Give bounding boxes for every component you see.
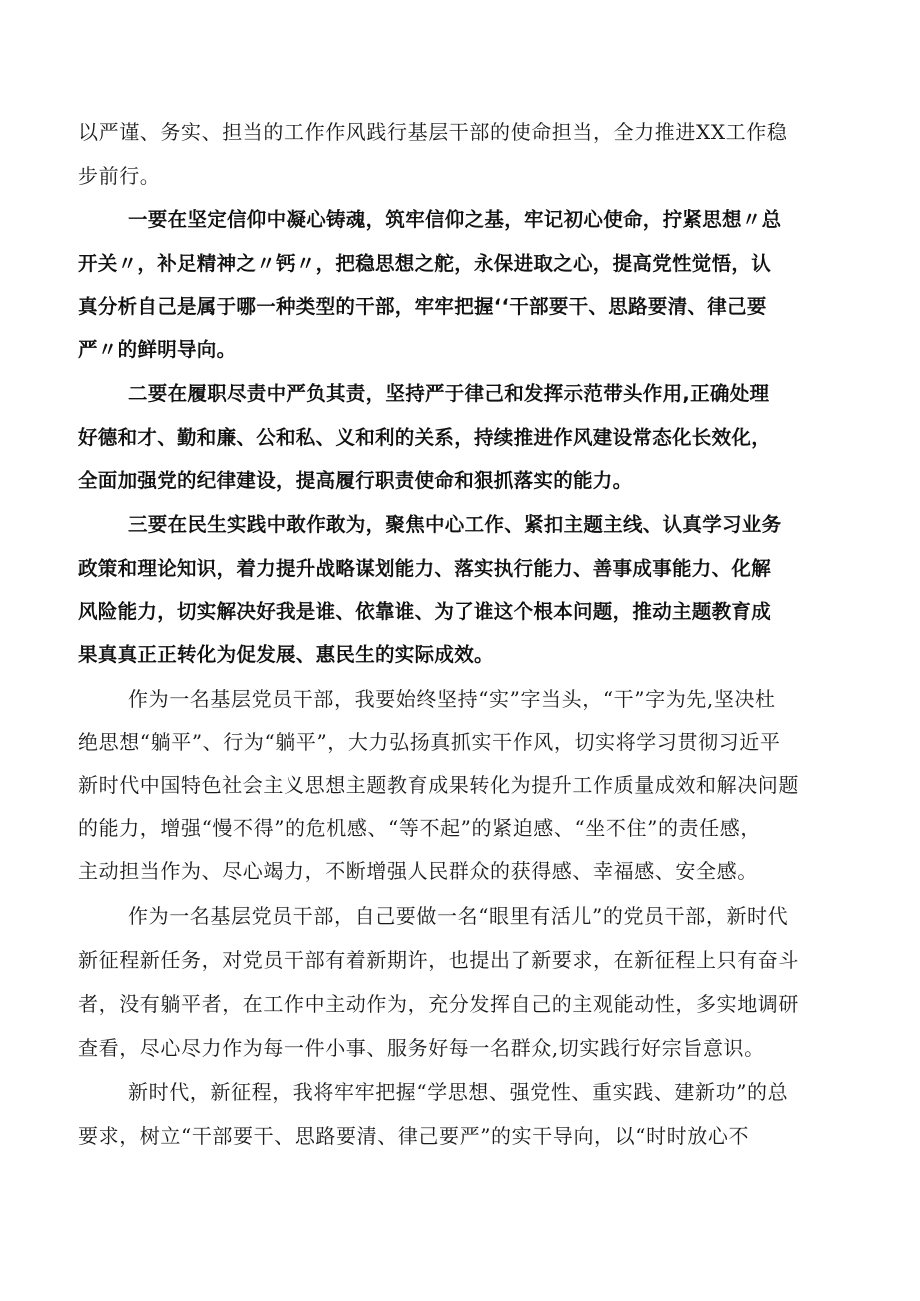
- text-line-12: 风险能力，切实解决好我是谁、依靠谁、为了谁这个根本问题，推动主题教育成: [78, 600, 772, 623]
- text-line-2: 步前行。: [78, 164, 161, 188]
- text-line-3: 一要在坚定信仰中凝心铸魂，筑牢信仰之基，牢记初心使命，拧紧思想〃总: [128, 208, 782, 231]
- text-line-1: 以严谨、务实、担当的工作作风践行基层干部的使命担当，全力推进XX工作稳: [78, 120, 788, 144]
- text-line-6: 严〃的鲜明导向。: [78, 338, 237, 361]
- text-line-5: 真分析自己是属于哪一种类型的干部，牢牢把握‘‘干部要干、思路要清、律己要: [78, 295, 767, 318]
- text-line-13: 果真真正正转化为促发展、惠民生的实际成效。: [78, 643, 494, 666]
- text-line-18: 主动担当作为、尽心竭力，不断增强人民群众的获得感、幸福感、安全感。: [78, 859, 758, 883]
- text-line-23: 新时代，新征程，我将牢牢把握“学思想、强党性、重实践、建新功”的总: [128, 1080, 789, 1104]
- text-line-10: 三要在民生实践中敢作敢为，聚焦中心工作、紧扣主题主线、认真学习业务: [128, 513, 782, 536]
- text-line-4: 开关〃，补足精神之〃钙〃，把稳思想之舵，永保进取之心，提高党性觉悟，认: [78, 252, 772, 275]
- text-line-14: 作为一名基层党员干部，我要始终坚持“实”字当头，“干”字为先,坚决杜: [128, 687, 776, 711]
- text-line-21: 者，没有躺平者，在工作中主动作为，充分发挥自己的主观能动性，多实地调研: [78, 992, 799, 1016]
- text-line-7: 二要在履职尽责中严负其责，坚持严于律己和发挥示范带头作用,正确处理: [128, 382, 770, 405]
- text-line-16: 新时代中国特色社会主义思想主题教育成果转化为提升工作质量成效和解决问题: [78, 773, 799, 797]
- text-line-17: 的能力，增强“慢不得”的危机感、“等不起”的紧迫感、“坐不住”的责任感，: [78, 816, 761, 840]
- text-line-15: 绝思想“躺平”、行为“躺平”，大力弘扬真抓实干作风，切实将学习贯彻习近平: [78, 730, 781, 754]
- text-line-8: 好德和才、勤和廉、公和私、义和利的关系，持续推进作风建设常态化长效化，: [78, 426, 772, 449]
- text-line-9: 全面加强党的纪律建设，提高履行职责使命和狠抓落实的能力。: [78, 469, 633, 492]
- text-line-20: 新征程新任务，对党员干部有着新期许，也提出了新要求，在新征程上只有奋斗: [78, 948, 799, 972]
- text-line-22: 查看，尽心尽力作为每一件小事、服务好每一名群众,切实践行好宗旨意识。: [78, 1036, 765, 1060]
- text-line-11: 政策和理论知识，着力提升战略谋划能力、落实执行能力、善事成事能力、化解: [78, 557, 772, 580]
- text-line-19: 作为一名基层党员干部，自己要做一名“眼里有活儿”的党员干部，新时代: [128, 904, 789, 928]
- text-line-24: 要求，树立“干部要干、思路要清、律己要严”的实干导向，以“时时放心不: [78, 1124, 750, 1148]
